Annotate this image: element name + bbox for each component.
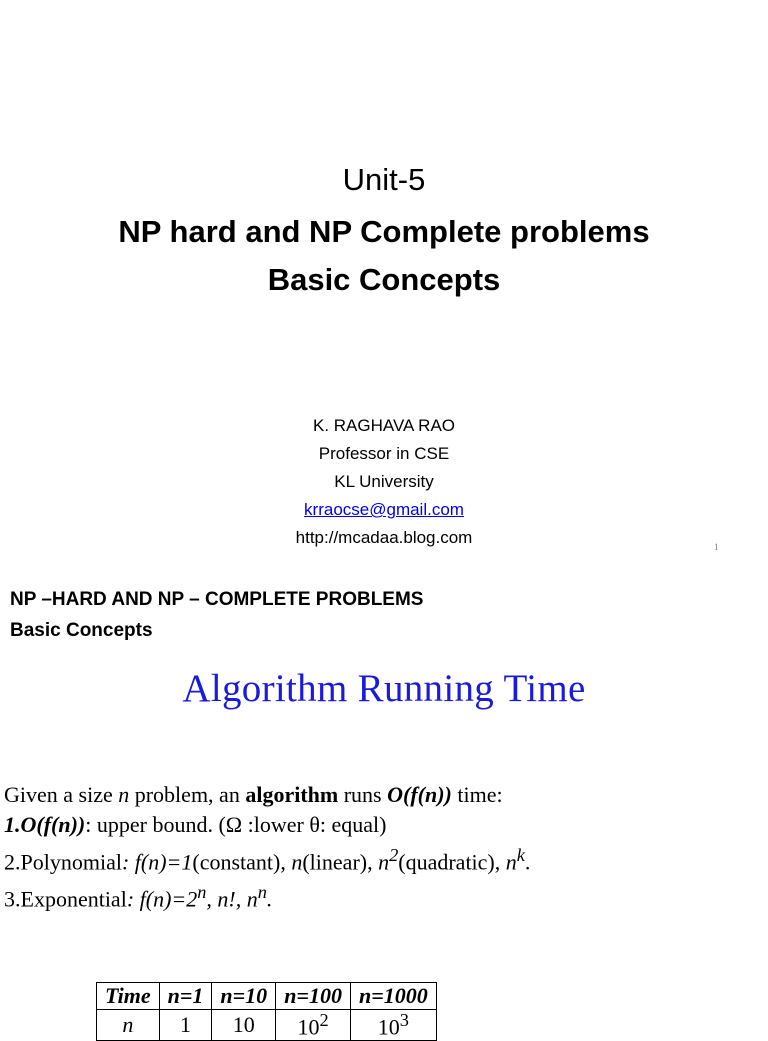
author-position: Professor in CSE bbox=[318, 444, 450, 463]
line-upper-bound: 1.O(f(n)): upper bound. (Ω :lower θ: equal) bbox=[4, 812, 387, 837]
blog-url: http://mcadaa.blog.com bbox=[295, 528, 473, 547]
table-header: n=100 bbox=[276, 983, 351, 1010]
slide2-heading-line2: Basic Concepts bbox=[10, 620, 153, 641]
page-number: 1 bbox=[714, 542, 719, 552]
table-header: n=1 bbox=[159, 983, 212, 1010]
table-cell: $10^3$ bbox=[350, 1010, 436, 1041]
slide2-heading-line1: NP –HARD AND NP – COMPLETE PROBLEMS bbox=[10, 589, 424, 610]
table-header: n=10 bbox=[212, 983, 276, 1010]
author-block bbox=[0, 412, 768, 552]
author-name: K. RAGHAVA RAO bbox=[312, 416, 456, 435]
line-polynomial: 2.Polynomial: f(n)=1(constant), n(linear), $n^2(quadratic)$, $n^k$. bbox=[4, 845, 531, 875]
table-cell: 10 bbox=[212, 1010, 276, 1041]
table-cell: n bbox=[97, 1010, 160, 1041]
algorithm-running-time-title: Algorithm Running Time bbox=[182, 667, 586, 710]
unit-title: Unit-5 bbox=[342, 162, 426, 197]
table-header: Time bbox=[97, 983, 160, 1010]
table-header: n=1000 bbox=[350, 983, 436, 1010]
running-time-table bbox=[96, 982, 437, 1041]
slide-2 bbox=[0, 570, 768, 1040]
table-cell: 1 bbox=[159, 1010, 212, 1041]
main-title-line2: Basic Concepts bbox=[267, 262, 501, 297]
main-title-line1: NP hard and NP Complete problems bbox=[118, 214, 650, 249]
author-university: KL University bbox=[334, 472, 434, 491]
table-header-row bbox=[97, 983, 437, 1010]
definition-lines bbox=[4, 780, 764, 915]
line-exponential: 3.Exponential: $f(n)=2^n$, n!, $n^n$. bbox=[4, 882, 273, 912]
line-given: Given a size n problem, an algorithm runs O(f(n)) time: bbox=[4, 782, 503, 807]
table-cell: $10^2$ bbox=[276, 1010, 351, 1041]
main-title bbox=[0, 208, 768, 304]
email-link[interactable]: krraocse@gmail.com bbox=[304, 500, 464, 519]
slide2-heading bbox=[10, 584, 423, 646]
table-row bbox=[97, 1010, 437, 1041]
